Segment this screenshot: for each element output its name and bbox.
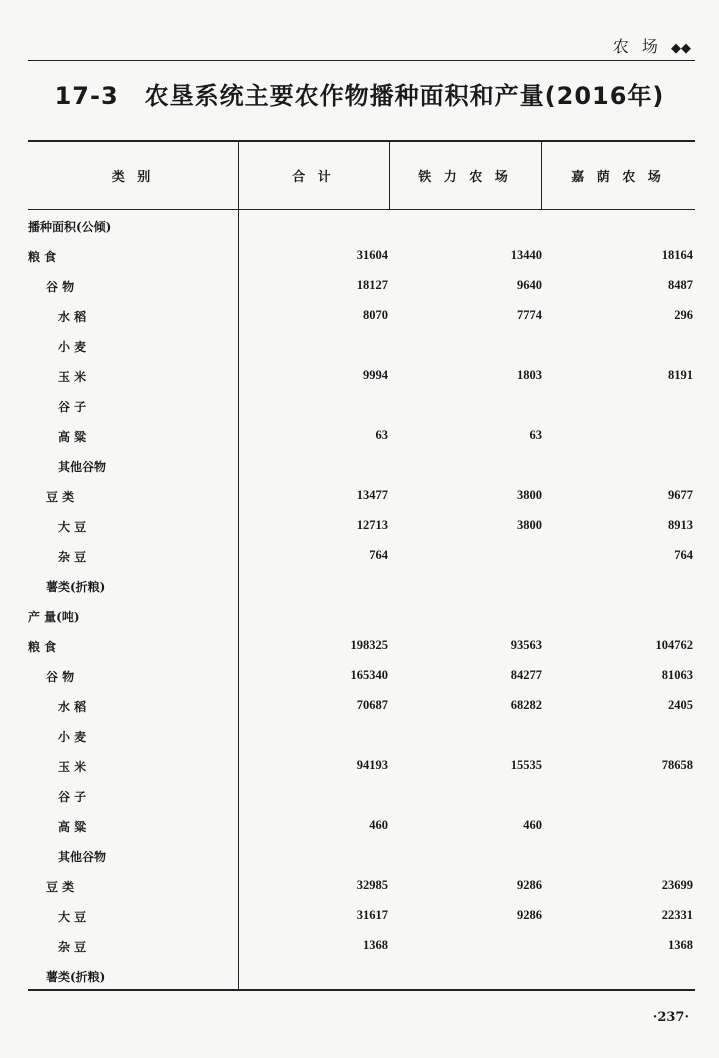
column-header-total: 合 计 xyxy=(292,170,335,185)
table-row xyxy=(28,608,695,628)
cell-total: 1368 xyxy=(363,938,388,952)
row-label: 薯类(折粮) xyxy=(46,580,106,594)
section-name: 农 场 xyxy=(612,37,662,56)
table-row xyxy=(28,278,695,298)
table-row xyxy=(28,638,695,658)
table-row xyxy=(28,338,695,358)
table-row xyxy=(28,758,695,778)
table-head-rule xyxy=(28,209,695,210)
cell-total: 460 xyxy=(369,818,388,832)
cell-total: 764 xyxy=(369,548,388,562)
cell-total: 165340 xyxy=(350,668,388,682)
cell-jiayin: 81063 xyxy=(661,668,693,682)
cell-tieli: 1803 xyxy=(517,368,542,382)
cell-tieli: 68282 xyxy=(510,698,542,712)
cell-tieli: 15535 xyxy=(510,758,542,772)
table-row xyxy=(28,488,695,508)
table-row xyxy=(28,458,695,478)
table-row xyxy=(28,368,695,388)
row-label: 谷 子 xyxy=(58,400,87,414)
table-row xyxy=(28,398,695,418)
table-row xyxy=(28,878,695,898)
cell-jiayin: 8913 xyxy=(668,518,693,532)
column-header-jiayin: 嘉 荫 农 场 xyxy=(571,170,665,185)
cell-jiayin: 22331 xyxy=(661,908,693,922)
cell-total: 13477 xyxy=(356,488,388,502)
cell-tieli: 84277 xyxy=(510,668,542,682)
row-label: 高 粱 xyxy=(58,820,87,834)
cell-tieli: 3800 xyxy=(517,518,542,532)
cell-total: 31604 xyxy=(356,248,388,262)
row-label: 粮 食 xyxy=(28,250,57,264)
table-row xyxy=(28,308,695,328)
cell-jiayin: 18164 xyxy=(661,248,693,262)
cell-tieli: 7774 xyxy=(517,308,542,322)
row-label: 谷 物 xyxy=(46,280,75,294)
cell-jiayin: 764 xyxy=(674,548,693,562)
table-row xyxy=(28,968,695,988)
table-row xyxy=(28,938,695,958)
row-label: 豆 类 xyxy=(46,490,75,504)
table-row xyxy=(28,248,695,268)
cell-tieli: 9286 xyxy=(517,908,542,922)
row-label: 粮 食 xyxy=(28,640,57,654)
row-label: 大 豆 xyxy=(58,520,87,534)
row-label: 杂 豆 xyxy=(58,940,87,954)
cell-tieli: 460 xyxy=(523,818,542,832)
cell-jiayin: 8191 xyxy=(668,368,693,382)
table-row xyxy=(28,698,695,718)
cell-jiayin: 8487 xyxy=(668,278,693,292)
row-label: 谷 物 xyxy=(46,670,75,684)
page-number: ·237· xyxy=(652,1010,689,1025)
row-label: 小 麦 xyxy=(58,340,87,354)
table-row xyxy=(28,578,695,598)
section-header xyxy=(613,34,691,57)
cell-total: 94193 xyxy=(356,758,388,772)
cell-tieli: 93563 xyxy=(510,638,542,652)
row-label: 大 豆 xyxy=(58,910,87,924)
table-row xyxy=(28,908,695,928)
row-label: 产 量(吨) xyxy=(28,610,80,624)
table-row xyxy=(28,788,695,808)
row-label: 水 稻 xyxy=(58,700,87,714)
row-label: 其他谷物 xyxy=(58,850,107,864)
cell-jiayin: 23699 xyxy=(661,878,693,892)
cell-tieli: 9640 xyxy=(517,278,542,292)
row-label: 水 稻 xyxy=(58,310,87,324)
cell-total: 70687 xyxy=(356,698,388,712)
cell-jiayin: 296 xyxy=(674,308,693,322)
cell-jiayin: 1368 xyxy=(668,938,693,952)
table-title-text: 农垦系统主要农作物播种面积和产量(2016年) xyxy=(144,82,665,110)
cell-jiayin: 2405 xyxy=(668,698,693,712)
cell-jiayin: 9677 xyxy=(668,488,693,502)
cell-total: 31617 xyxy=(356,908,388,922)
row-label: 玉 米 xyxy=(58,760,87,774)
header-rule xyxy=(28,60,695,61)
table-title xyxy=(0,76,719,111)
table-row xyxy=(28,818,695,838)
cell-total: 9994 xyxy=(363,368,388,382)
table-row xyxy=(28,518,695,538)
cell-jiayin: 78658 xyxy=(661,758,693,772)
row-label: 薯类(折粮) xyxy=(46,970,106,984)
row-label: 小 麦 xyxy=(58,730,87,744)
cell-total: 8070 xyxy=(363,308,388,322)
cell-tieli: 9286 xyxy=(517,878,542,892)
cell-tieli: 13440 xyxy=(510,248,542,262)
table-row xyxy=(28,548,695,568)
table-row xyxy=(28,728,695,748)
table-row xyxy=(28,848,695,868)
cell-tieli: 63 xyxy=(529,428,542,442)
row-label: 高 粱 xyxy=(58,430,87,444)
row-label: 播种面积(公倾) xyxy=(28,220,112,234)
cell-total: 198325 xyxy=(350,638,388,652)
cell-total: 12713 xyxy=(356,518,388,532)
cell-total: 63 xyxy=(375,428,388,442)
column-header-category: 类 别 xyxy=(111,170,155,185)
table-row xyxy=(28,668,695,688)
table-row xyxy=(28,218,695,238)
row-label: 杂 豆 xyxy=(58,550,87,564)
cell-tieli: 3800 xyxy=(517,488,542,502)
cell-total: 32985 xyxy=(356,878,388,892)
cell-total: 18127 xyxy=(356,278,388,292)
row-label: 谷 子 xyxy=(58,790,87,804)
row-label: 玉 米 xyxy=(58,370,87,384)
table-bottom-rule xyxy=(28,989,695,991)
diamond-icon: ◆◆ xyxy=(671,41,691,56)
table-row xyxy=(28,428,695,448)
column-header-tieli: 铁 力 农 场 xyxy=(418,170,512,185)
row-label: 其他谷物 xyxy=(58,460,107,474)
table-top-rule xyxy=(28,140,695,142)
row-label: 豆 类 xyxy=(46,880,75,894)
cell-jiayin: 104762 xyxy=(655,638,693,652)
table-number: 17-3 xyxy=(54,82,119,110)
